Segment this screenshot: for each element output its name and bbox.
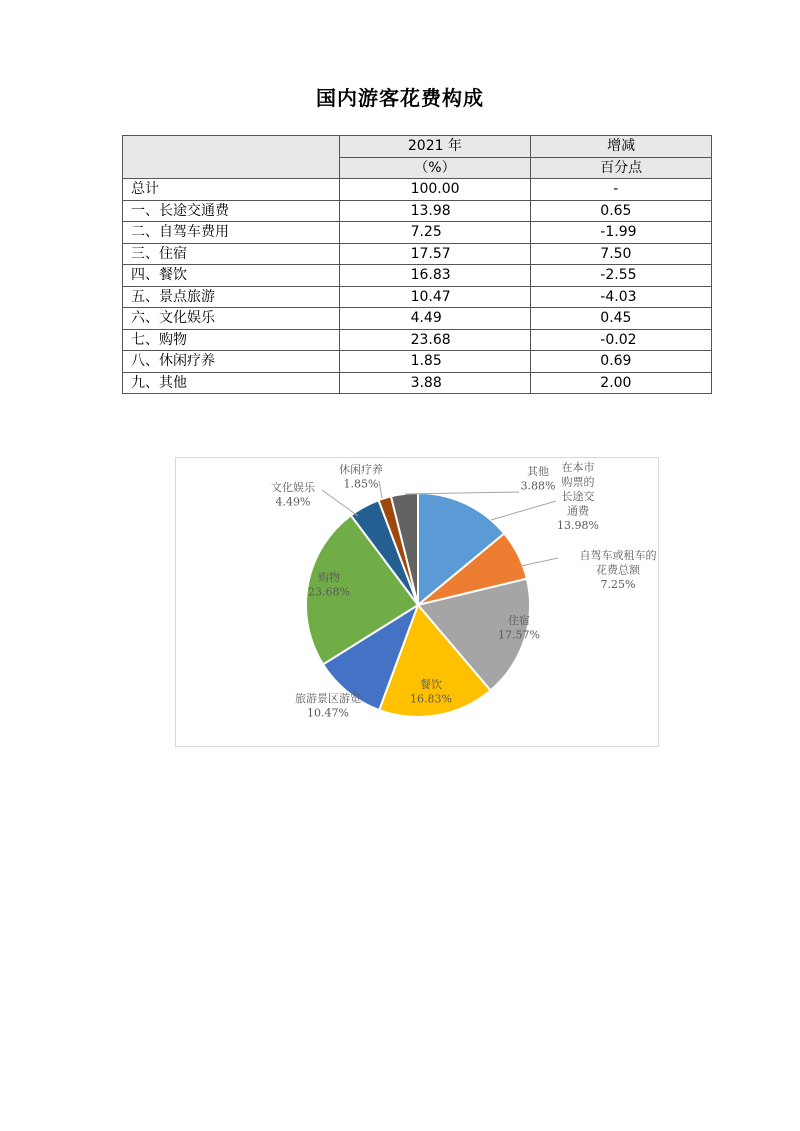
row-change: 7.50 — [531, 243, 712, 265]
leader-line — [379, 481, 382, 498]
slice-percent-label: 4.49% — [275, 495, 311, 509]
slice-name-label: 餐饮 — [420, 678, 442, 691]
slice-name-label: 在本市 — [561, 461, 595, 474]
slice-name-label: 长途交 — [561, 490, 595, 503]
header-year: 2021 年 — [339, 136, 531, 158]
row-change: - — [531, 179, 712, 201]
table-header-row — [123, 136, 712, 158]
row-value: 100.00 — [339, 179, 531, 201]
row-value: 13.98 — [339, 200, 531, 222]
table-row — [123, 372, 712, 394]
slice-name-label: 旅游景区游览 — [295, 692, 361, 705]
table-row — [123, 351, 712, 373]
table-row — [123, 222, 712, 244]
row-value: 23.68 — [339, 329, 531, 351]
row-label: 总计 — [123, 179, 340, 201]
table-row — [123, 265, 712, 287]
slice-name-label: 文化娱乐 — [271, 481, 315, 494]
spending-table — [122, 135, 712, 394]
leader-line — [322, 490, 358, 516]
row-value: 1.85 — [339, 351, 531, 373]
slice-percent-label: 3.88% — [520, 479, 556, 493]
row-label: 五、景点旅游 — [123, 286, 340, 308]
slice-name-label: 购票的 — [561, 475, 595, 489]
row-label: 三、住宿 — [123, 243, 340, 265]
row-value: 3.88 — [339, 372, 531, 394]
row-change: -1.99 — [531, 222, 712, 244]
slice-percent-label: 16.83% — [410, 692, 452, 706]
slice-name-label: 休闲疗养 — [339, 463, 383, 476]
row-label: 九、其他 — [123, 372, 340, 394]
table-row — [123, 329, 712, 351]
row-value: 4.49 — [339, 308, 531, 330]
row-change: 0.65 — [531, 200, 712, 222]
header-blank-cell — [123, 136, 340, 179]
slice-name-label: 购物 — [318, 571, 340, 584]
row-change: -0.02 — [531, 329, 712, 351]
slice-percent-label: 17.57% — [498, 628, 540, 642]
leader-line — [521, 558, 558, 566]
row-value: 7.25 — [339, 222, 531, 244]
row-label: 八、休闲疗养 — [123, 351, 340, 373]
row-change: 0.45 — [531, 308, 712, 330]
row-change: -4.03 — [531, 286, 712, 308]
slice-percent-label: 23.68% — [308, 585, 350, 599]
header-change: 增减 — [531, 136, 712, 158]
row-value: 10.47 — [339, 286, 531, 308]
leader-line — [491, 501, 556, 520]
table-row — [123, 286, 712, 308]
slice-percent-label: 13.98% — [557, 519, 599, 532]
row-label: 四、餐饮 — [123, 265, 340, 287]
row-value: 16.83 — [339, 265, 531, 287]
table-row — [123, 200, 712, 222]
slice-percent-label: 10.47% — [307, 706, 349, 720]
page-title: 国内游客花费构成 — [316, 86, 484, 110]
row-change: 2.00 — [531, 372, 712, 394]
table-row — [123, 308, 712, 330]
header-change-unit: 百分点 — [531, 157, 712, 179]
table-row — [123, 243, 712, 265]
pie-chart — [175, 457, 659, 747]
slice-name-label: 自驾车或租车的 — [579, 549, 657, 562]
table-row — [123, 179, 712, 201]
row-value: 17.57 — [339, 243, 531, 265]
row-label: 六、文化娱乐 — [123, 308, 340, 330]
row-label: 二、自驾车费用 — [123, 222, 340, 244]
slice-name-label: 通费 — [567, 504, 589, 518]
slice-name-label: 住宿 — [508, 614, 530, 627]
pie-chart-svg — [176, 458, 660, 748]
row-label: 一、长途交通费 — [123, 200, 340, 222]
slice-percent-label: 1.85% — [343, 477, 379, 491]
row-label: 七、购物 — [123, 329, 340, 351]
slice-name-label: 花费总额 — [596, 563, 640, 577]
header-unit: （%） — [339, 157, 531, 179]
row-change: 0.69 — [531, 351, 712, 373]
row-change: -2.55 — [531, 265, 712, 287]
slice-percent-label: 7.25% — [600, 578, 636, 591]
slice-name-label: 其他 — [527, 465, 549, 478]
